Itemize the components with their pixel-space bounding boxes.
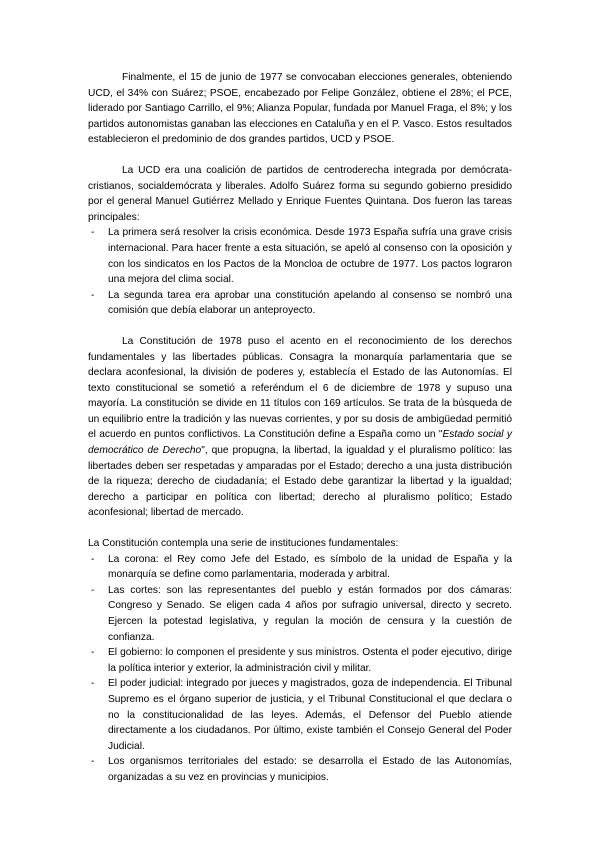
list-item-text: El gobierno: lo componen el presidente y sus ministros. Ostenta el poder ejecutivo, dirige la política interior y exterior, la administración civil y militar. [108,647,512,674]
list-dash: - [91,584,95,596]
list-item-text: La segunda tarea era aprobar una constitución apelando al consenso se nombró una comisión que debía elaborar un anteproyecto. [108,289,512,317]
list-item-text: La primera será resolver la crisis económica. Desde 1973 España sufría una grave crisis internacional. Para hacer frente a esta situación, se apeló al consenso con la oposición y con los sindicatos en los Pactos de la Moncloa de octubre de 1977. Los pactos lograron una mejora del clima social. [108,227,512,286]
list-dash: - [91,553,95,565]
list-dash: - [91,678,95,690]
paragraph-gap [88,319,512,334]
paragraph-gap [88,148,512,163]
list-item [88,225,512,287]
list-dash: - [91,647,95,659]
list-item [88,676,512,754]
list-dash: - [91,227,95,239]
list-item-text: La corona: el Rey como Jefe del Estado, es símbolo de la unidad de España y la monarquía se define como parlamentaria, moderada y arbitral. [108,553,512,581]
list-item-text: Los organismos territoriales del estado: se desarrolla el Estado de las Autonomías, organizadas a su vez en provincias y municipios. [108,756,512,783]
tasks-list [88,225,512,319]
list-item [88,645,512,676]
list-item-text: Las cortes: son las representantes del pueblo y están formados por dos cámaras: Congreso y Senado. Se eligen cada 4 años por sufragio universal, directo y secreto. Ejercen la potestad legislativa, y regulan la moción de censura y la cuestión de confianza. [108,584,512,643]
list-item [88,552,512,583]
paragraph-elections: Finalmente, el 15 de junio de 1977 se convocaban elecciones generales, obteniendo UCD, el 34% con Suárez; PSOE, encabezado por Felipe González, obtiene el 28%; el PCE, liderado por Santiago Carrillo, el 9%; Alianza Popular, fundada por Manuel Fraga, el 8%; y los partidos autonomistas ganaban las elecciones en Cataluña y en el P. Vasco. Estos resultados establecieron el predominio de dos grandes partidos, UCD y PSOE. [88,72,512,146]
constitution-text-before: La Constitución de 1978 puso el acento en el reconocimiento de los derechos fundamentales y las libertades públicas. Consagra la monarquía parlamentaria que se declara aconfesional, la división de poderes y, establecía el Estado de las Autonomías. El texto constitucional se sometió a referéndum el 6 de diciembre de 1978 y supuso una mayoría. La constitución se divide en 11 títulos con 169 artículos. Se trata de la búsqueda de un equilibrio entre la tradición y las nuevas corrientes, y por su dosis de ambigüedad permitió el acuerdo en puntos conflictivos. La Constitución define a España como un " [88,335,512,441]
list-dash: - [91,289,95,301]
list-item [88,288,512,319]
constitution-italic-phrase: Estado social y democrático de Derecho [88,429,512,457]
constitution-text-after: ", que propugna, la libertad, la igualdad y el pluralismo político: las libertades deben ser respetadas y amparadas por el Estado; derecho a una justa distribución de la riqueza; derecho de ciudadanía; el Estado debe garantizar la libertad y la igualdad; derecho a participar en política con libertad; derecho al pluralismo político; Estado aconfesional; libertad de mercado. [88,445,512,519]
list-item [88,583,512,645]
list-item-text: El poder judicial: integrado por jueces y magistrados, goza de independencia. El Tribunal Supremo es el órgano superior de justicia, y el Tribunal Constitucional el que declara o no la constitucionalidad de las leyes. Además, el Defensor del Pueblo atiende directamente a los ciudadanos. Por último, existe también el Consejo General del Poder Judicial. [108,678,512,752]
paragraph-ucd: La UCD era una coalición de partidos de centroderecha integrada por demócrata-cristianos, socialdemócrata y liberales. Adolfo Suárez forma su segundo gobierno presidido por el general Manuel Gutiérrez Mellado y Enrique Fuentes Quintana. Dos fueron las tareas principales: [88,164,512,223]
document-page [88,70,512,786]
institutions-list [88,552,512,786]
paragraph-institutions-intro: La Constitución contempla una serie de instituciones fundamentales: [88,538,399,550]
paragraph-constitution [88,334,512,521]
list-dash: - [91,756,95,768]
paragraph-gap [88,521,512,536]
list-item [88,754,512,785]
